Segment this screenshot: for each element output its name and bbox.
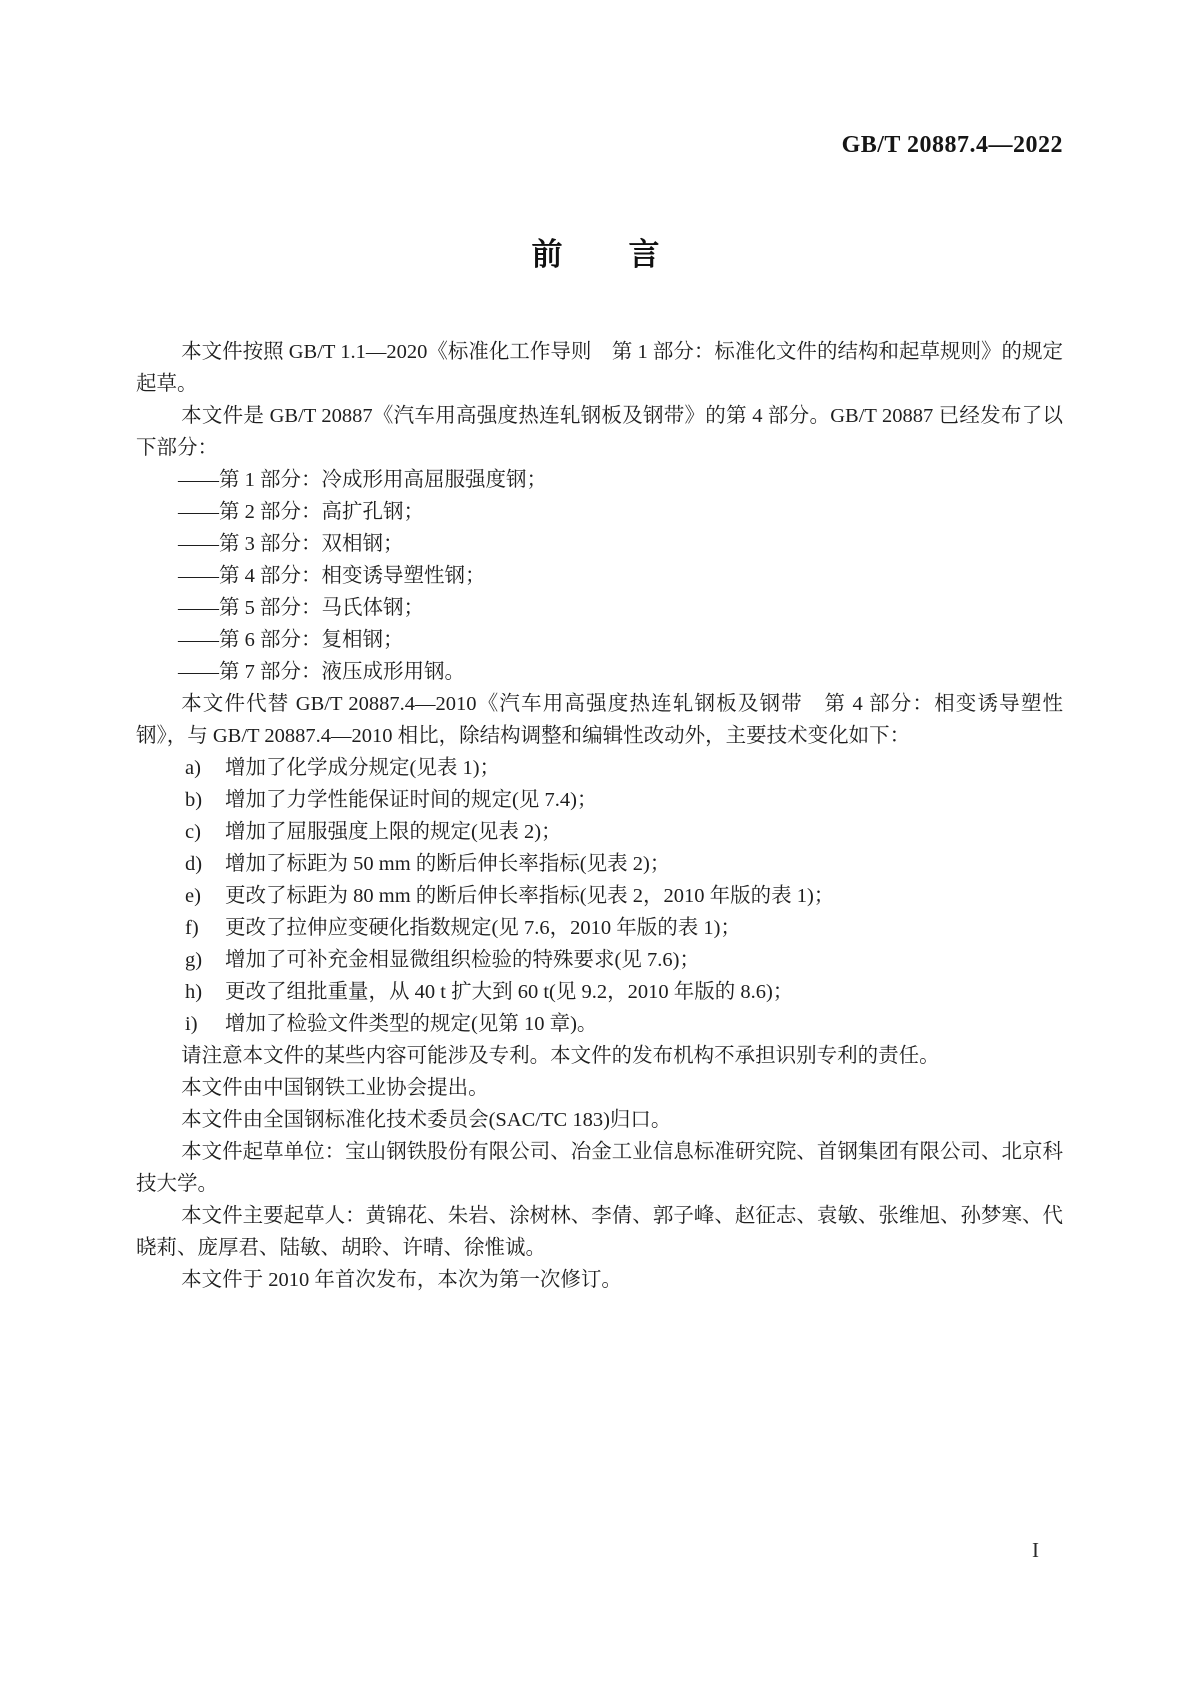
paragraph-series-intro: 本文件是 GB/T 20887《汽车用高强度热连轧钢板及钢带》的第 4 部分。GB/T 20887 已经发布了以下部分： (136, 405, 1063, 459)
change-label-e: e) (185, 885, 201, 907)
part-item-5: ——第 5 部分：马氏体钢； (178, 597, 424, 619)
change-text-i: 增加了检验文件类型的规定(见第 10 章)。 (225, 1013, 598, 1035)
change-label-c: c) (185, 821, 201, 843)
change-text-f: 更改了拉伸应变硬化指数规定(见 7.6，2010 年版的表 1)； (225, 917, 741, 939)
title-char-qian: 前 (531, 237, 563, 272)
paragraph-patent-notice: 请注意本文件的某些内容可能涉及专利。本文件的发布机构不承担识别专利的责任。 (181, 1045, 940, 1067)
part-item-7: ——第 7 部分：液压成形用钢。 (178, 661, 465, 683)
paragraph-replacement: 本文件代替 GB/T 20887.4—2010《汽车用高强度热连轧钢板及钢带 第 4 部分：相变诱导塑性钢》，与 GB/T 20887.4—2010 相比，除结构调整和编辑性改动外，主要技术变化如下： (136, 693, 1063, 747)
change-label-h: h) (185, 981, 203, 1003)
change-label-g: g) (185, 949, 203, 971)
paragraph-drafting-rules: 本文件按照 GB/T 1.1—2020《标准化工作导则 第 1 部分：标准化文件的结构和起草规则》的规定起草。 (136, 341, 1063, 395)
paragraph-drafters: 本文件主要起草人：黄锦花、朱岩、涂树林、李倩、郭子峰、赵征志、袁敏、张维旭、孙梦寒、代晓莉、庞厚君、陆敏、胡聆、许晴、徐惟诚。 (136, 1205, 1063, 1259)
title-char-yan: 言 (628, 237, 660, 272)
part-item-1: ——第 1 部分：冷成形用高屈服强度钢； (178, 469, 547, 491)
change-text-g: 增加了可补充金相显微组织检验的特殊要求(见 7.6)； (225, 949, 700, 971)
paragraph-committee: 本文件由全国钢标准化技术委员会(SAC/TC 183)归口。 (181, 1109, 672, 1131)
change-label-a: a) (185, 757, 201, 779)
change-item-c (136, 816, 1063, 848)
change-label-d: d) (185, 853, 203, 875)
change-text-h: 更改了组批重量，从 40 t 扩大到 60 t(见 9.2，2010 年版的 8.6)； (225, 981, 794, 1003)
technical-changes-list (136, 752, 1063, 1040)
change-item-f (136, 912, 1063, 944)
part-item-2: ——第 2 部分：高扩孔钢； (178, 501, 424, 523)
page-number: I (1032, 1538, 1039, 1562)
change-item-b (136, 784, 1063, 816)
change-label-f: f) (185, 917, 199, 939)
change-item-a (136, 752, 1063, 784)
change-item-e (136, 880, 1063, 912)
change-text-b: 增加了力学性能保证时间的规定(见 7.4)； (225, 789, 598, 811)
part-item-3: ——第 3 部分：双相钢； (178, 533, 404, 555)
parts-list (136, 464, 1063, 688)
change-text-a: 增加了化学成分规定(见表 1)； (225, 757, 501, 779)
page-title (0, 236, 1191, 274)
part-item-6: ——第 6 部分：复相钢； (178, 629, 404, 651)
paragraph-revision-history: 本文件于 2010 年首次发布，本次为第一次修订。 (181, 1269, 622, 1291)
paragraph-proposer: 本文件由中国钢铁工业协会提出。 (181, 1077, 489, 1099)
change-text-d: 增加了标距为 50 mm 的断后伸长率指标(见表 2)； (225, 853, 671, 875)
change-item-g (136, 944, 1063, 976)
change-label-b: b) (185, 789, 203, 811)
change-item-h (136, 976, 1063, 1008)
part-item-4: ——第 4 部分：相变诱导塑性钢； (178, 565, 486, 587)
change-item-i (136, 1008, 1063, 1040)
paragraph-drafting-organizations: 本文件起草单位：宝山钢铁股份有限公司、冶金工业信息标准研究院、首钢集团有限公司、北京科技大学。 (136, 1141, 1063, 1195)
change-text-c: 增加了屈服强度上限的规定(见表 2)； (225, 821, 562, 843)
change-text-e: 更改了标距为 80 mm 的断后伸长率指标(见表 2，2010 年版的表 1)； (225, 885, 835, 907)
change-item-d (136, 848, 1063, 880)
change-label-i: i) (185, 1013, 198, 1035)
standard-number: GB/T 20887.4—2022 (841, 132, 1063, 158)
foreword-body (136, 336, 1063, 1296)
